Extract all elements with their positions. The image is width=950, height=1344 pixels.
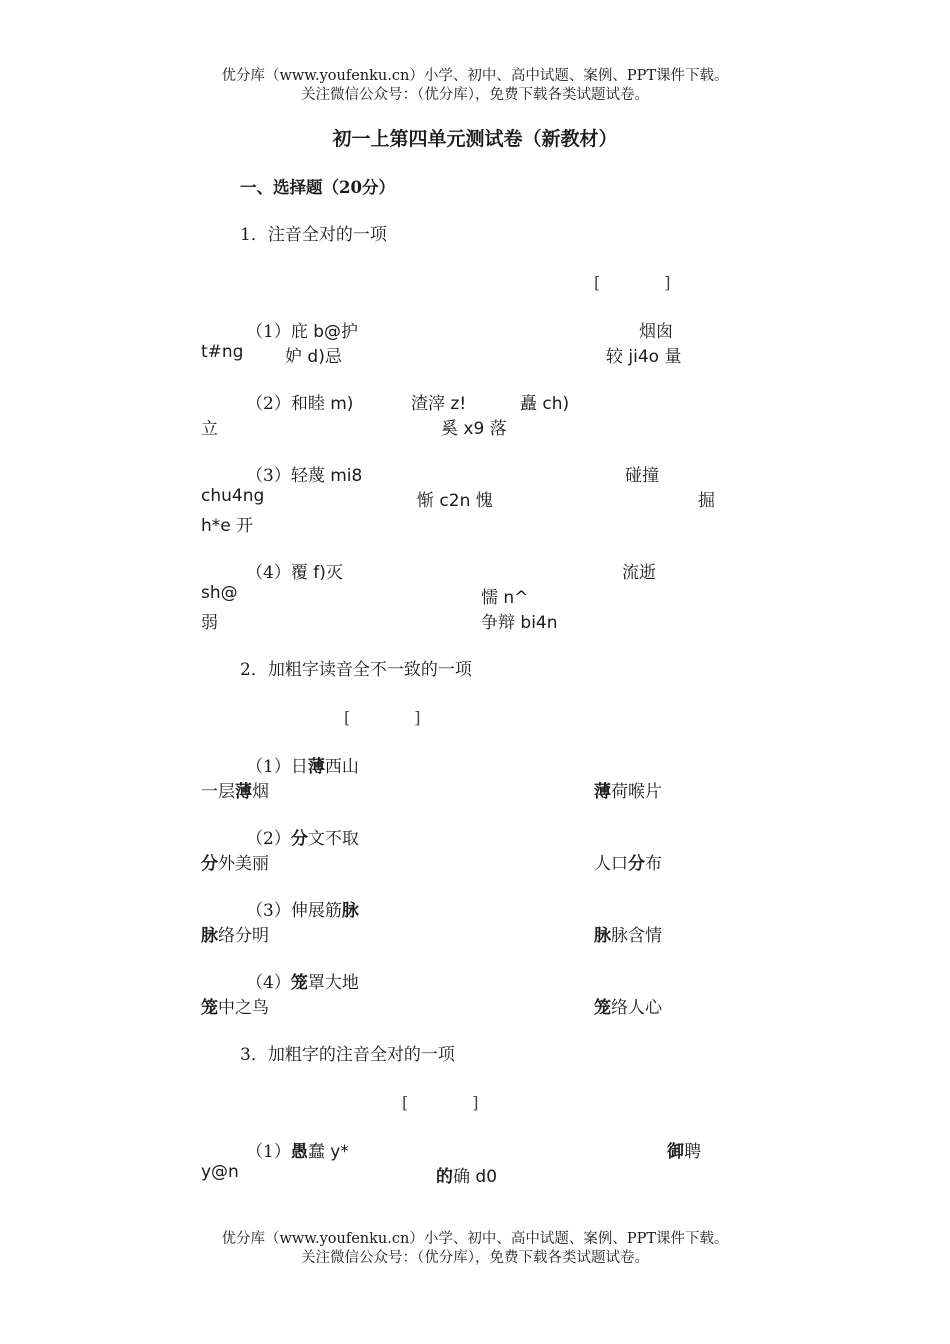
bold-char: 愚 <box>290 1142 308 1162</box>
pinyin: z! <box>450 394 467 414</box>
text: （4） <box>246 973 291 993</box>
bold-char: 薄 <box>235 782 252 802</box>
question-3-answer-bracket: [ ] <box>402 1093 479 1112</box>
text: 碰撞 <box>625 466 659 486</box>
text: 烟囱 <box>639 322 673 342</box>
text: 西山 <box>324 757 359 777</box>
text: 蠢 <box>307 1142 331 1162</box>
pinyin: ch) <box>542 394 570 414</box>
pinyin: d) <box>307 347 325 367</box>
text: （1） <box>246 1142 291 1162</box>
footer-line-2: 关注微信公众号：（优分库），免费下载各类试题试卷。 <box>301 1250 649 1266</box>
question-1-stem: 1．注音全对的一项 <box>240 225 387 245</box>
text: 络人心 <box>611 998 662 1018</box>
pinyin: m) <box>330 394 354 414</box>
text: （2）和睦 <box>246 394 331 414</box>
text: 奚 <box>441 419 464 439</box>
bold-char: 笼 <box>594 998 611 1018</box>
text: 荷喉片 <box>611 782 662 802</box>
text: 络分明 <box>218 926 269 946</box>
text: 量 <box>659 347 682 367</box>
pinyin: t#ng <box>201 342 244 362</box>
text: 一层 <box>201 782 235 802</box>
text: （2） <box>246 829 291 849</box>
pinyin: mi8 <box>330 466 363 486</box>
text: 文不取 <box>307 829 359 849</box>
text: （3）轻蔑 <box>246 466 331 486</box>
section-heading: 一、选择题（20分） <box>240 178 395 197</box>
text: 聘 <box>684 1142 701 1162</box>
pinyin: c2n <box>439 491 471 511</box>
question-2-answer-bracket: [ ] <box>344 708 421 727</box>
pinyin: sh@ <box>201 583 238 603</box>
bold-char: 分 <box>290 829 308 849</box>
text: 烟 <box>252 782 269 802</box>
text: 人口 <box>594 854 628 874</box>
text: 掘 <box>698 491 715 511</box>
pinyin: f) <box>313 563 326 583</box>
text: 落 <box>484 419 507 439</box>
bold-char: 薄 <box>594 782 611 802</box>
bold-char: 脉 <box>201 926 218 946</box>
pinyin: h*e <box>201 516 231 536</box>
text: 灭 <box>325 563 343 583</box>
pinyin: b@ <box>313 322 342 342</box>
bold-char: 脉 <box>594 926 611 946</box>
text: 开 <box>230 516 254 536</box>
question-3-stem: 3．加粗字的注音全对的一项 <box>240 1045 455 1065</box>
text: 渣滓 <box>411 394 451 414</box>
bold-char: 分 <box>201 854 218 874</box>
bold-char: 笼 <box>201 998 218 1018</box>
bold-char: 御 <box>667 1142 684 1162</box>
text: 较 <box>606 347 629 367</box>
pinyin: x9 <box>463 419 485 439</box>
header-line-1: 优分库（www.youfenku.cn）小学、初中、高中试题、案例、PPT课件下载。 <box>221 68 729 84</box>
footer-line-1: 优分库（www.youfenku.cn）小学、初中、高中试题、案例、PPT课件下载。 <box>221 1231 729 1247</box>
page-title: 初一上第四单元测试卷（新教材） <box>332 128 618 150</box>
text: 确 <box>453 1167 476 1187</box>
text: 中之鸟 <box>218 998 269 1018</box>
bold-char: 的 <box>436 1167 453 1187</box>
question-2-stem: 2．加粗字读音全不一致的一项 <box>240 660 472 680</box>
text: 弱 <box>201 613 218 633</box>
pinyin: y* <box>330 1142 349 1162</box>
bold-char: 分 <box>628 854 645 874</box>
text: 外美丽 <box>218 854 269 874</box>
text: 忌 <box>324 347 342 367</box>
bold-char: 薄 <box>307 757 325 777</box>
text: 罩大地 <box>307 973 359 993</box>
bold-char: 脉 <box>341 901 359 921</box>
text: （1）日 <box>246 757 308 777</box>
pinyin: d0 <box>475 1167 498 1187</box>
text: 愧 <box>470 491 493 511</box>
text: 矗 <box>520 394 543 414</box>
pinyin: chu4ng <box>201 486 265 506</box>
text: 脉含情 <box>611 926 662 946</box>
pinyin: n^ <box>503 588 529 608</box>
text: （4）覆 <box>246 563 314 583</box>
pinyin: bi4n <box>520 613 558 633</box>
text: （1）庇 <box>246 322 314 342</box>
text: 妒 <box>285 347 308 367</box>
text: 懦 <box>481 588 504 608</box>
text: 流逝 <box>622 563 656 583</box>
pinyin: y@n <box>201 1162 239 1182</box>
header-line-2: 关注微信公众号：（优分库），免费下载各类试题试卷。 <box>301 87 649 103</box>
text: 布 <box>645 854 662 874</box>
text: 争辩 <box>481 613 521 633</box>
pinyin: ji4o <box>628 347 660 367</box>
text: （3）伸展筋 <box>246 901 342 921</box>
question-1-answer-bracket: [ ] <box>594 273 671 292</box>
text: 护 <box>341 322 359 342</box>
bold-char: 笼 <box>290 973 308 993</box>
text: 立 <box>201 419 218 439</box>
text: 惭 <box>417 491 440 511</box>
